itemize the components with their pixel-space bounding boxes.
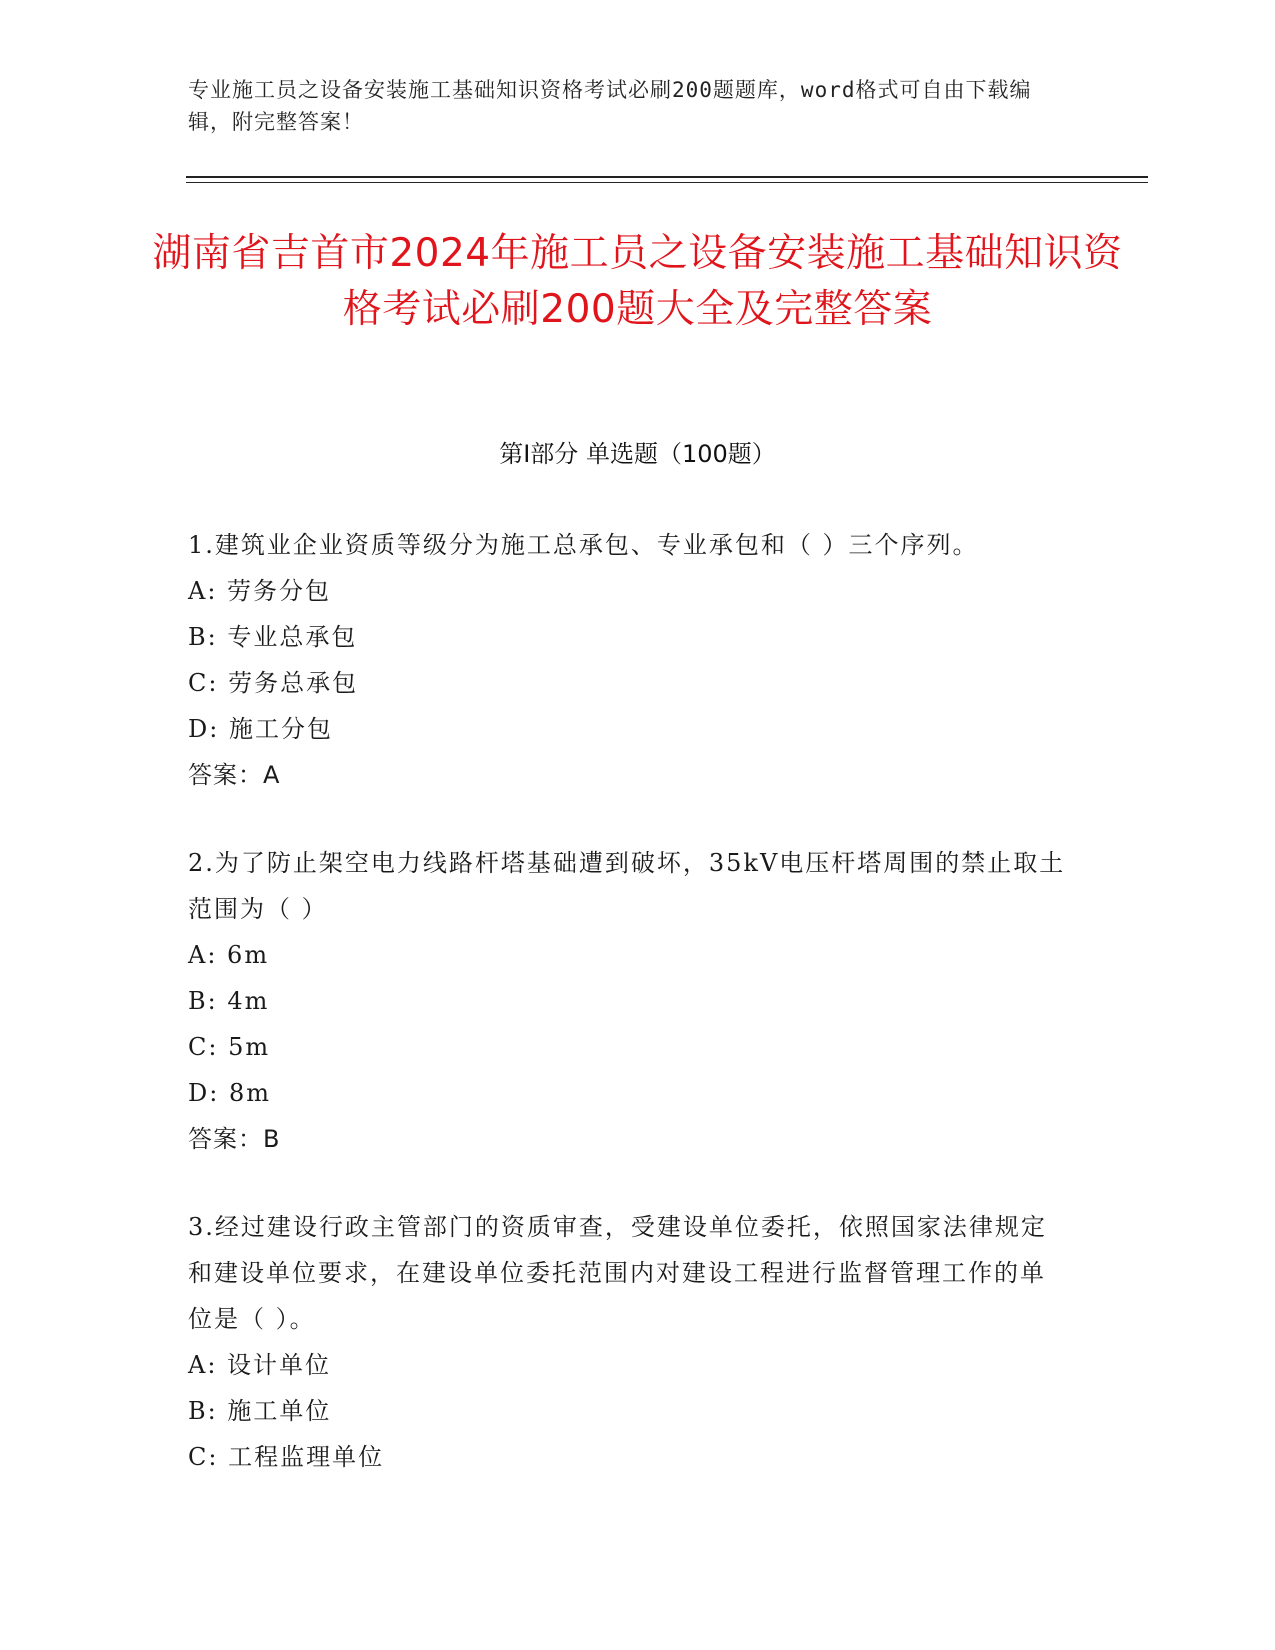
answer: 答案：B <box>188 1125 281 1153</box>
option-b: B: 4m <box>188 987 270 1015</box>
question-stem: 1.建筑业企业资质等级分为施工总承包、专业承包和（ ）三个序列。 <box>188 531 979 559</box>
header-rule-thin <box>186 182 1148 183</box>
section-heading: 第I部分 单选题（100题） <box>499 440 776 468</box>
question-stem: 3.经过建设行政主管部门的资质审查，受建设单位委托，依照国家法律规定和建设单位要求，在建设单位委托范围内对建设工程进行监督管理工作的单位是（ ）。 <box>188 1213 1047 1333</box>
option-b: B: 施工单位 <box>188 1397 332 1425</box>
option-d: D: 8m <box>188 1079 271 1107</box>
header-note: 专业施工员之设备安装施工基础知识资格考试必刷200题题库，word格式可自由下载编辑，附完整答案！ <box>188 78 1032 134</box>
question-stem: 2.为了防止架空电力线路杆塔基础遭到破坏，35kV电压杆塔周围的禁止取土范围为（ ） <box>188 849 1066 923</box>
option-c: C: 工程监理单位 <box>188 1443 385 1471</box>
answer: 答案：A <box>188 761 281 789</box>
option-a: A: 6m <box>188 941 270 969</box>
question-1 <box>188 522 1068 798</box>
document-title: 湖南省吉首市2024年施工员之设备安装施工基础知识资格考试必刷200题大全及完整答案 <box>152 231 1123 332</box>
question-2 <box>188 840 1068 1162</box>
option-b: B: 专业总承包 <box>188 623 358 651</box>
option-c: C: 劳务总承包 <box>188 669 359 697</box>
option-a: A: 设计单位 <box>188 1351 332 1379</box>
header-rule-thick <box>186 176 1148 178</box>
option-c: C: 5m <box>188 1033 271 1061</box>
question-3 <box>188 1204 1068 1480</box>
option-a: A: 劳务分包 <box>188 577 332 605</box>
option-d: D: 施工分包 <box>188 715 333 743</box>
